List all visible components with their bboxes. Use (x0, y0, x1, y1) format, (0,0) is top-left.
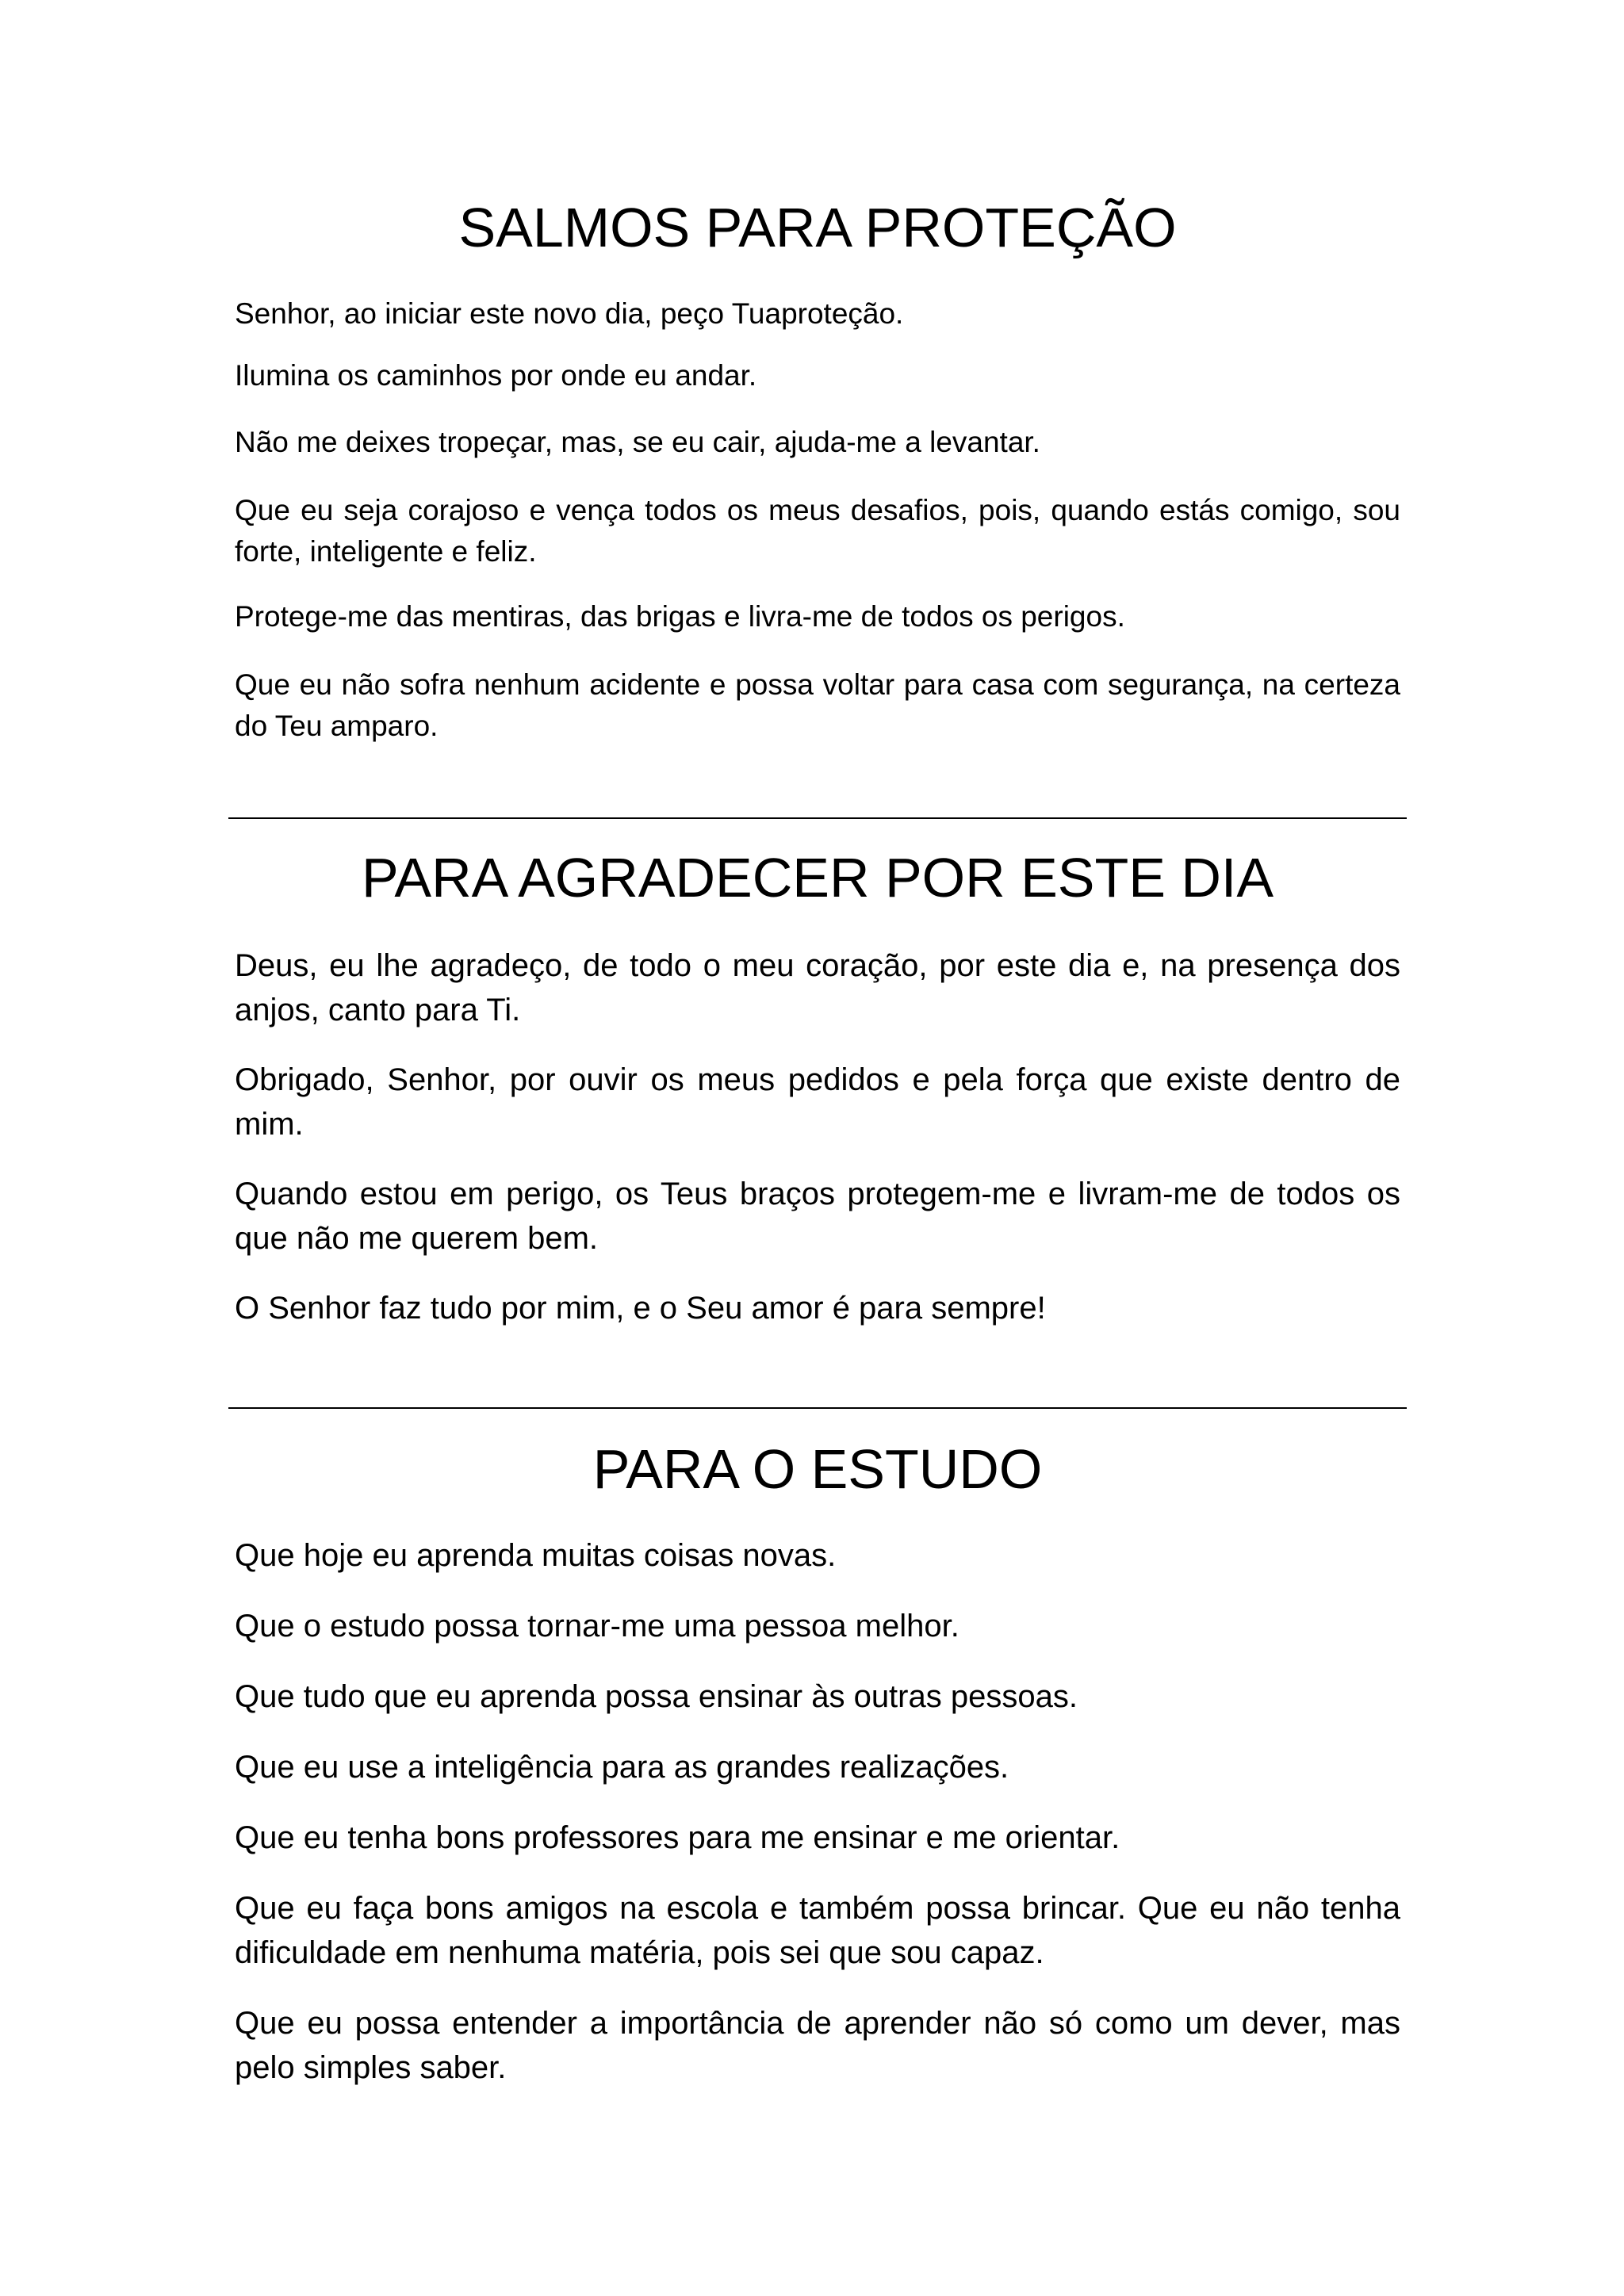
paragraph: Quando estou em perigo, os Teus braços protegem-me e livram-me de todos os que não me querem bem. (235, 1177, 1400, 1256)
paragraph: Que eu tenha bons professores para me ensinar e me orientar. (235, 1820, 1120, 1855)
paragraph: Que o estudo possa tornar-me uma pessoa melhor. (235, 1609, 959, 1644)
paragraph: Não me deixes tropeçar, mas, se eu cair, ajuda-me a levantar. (235, 426, 1040, 458)
paragraph: Que hoje eu aprenda muitas coisas novas. (235, 1538, 837, 1573)
section-title-agradecer: PARA AGRADECER POR ESTE DIA (361, 847, 1274, 909)
paragraph: Protege-me das mentiras, das brigas e livra-me de todos os perigos. (235, 600, 1125, 633)
section-divider (228, 817, 1407, 819)
paragraph: Que tudo que eu aprenda possa ensinar às outras pessoas. (235, 1679, 1078, 1714)
paragraph: Obrigado, Senhor, por ouvir os meus pedidos e pela força que existe dentro de mim. (235, 1062, 1400, 1142)
paragraph: Que eu use a inteligência para as grandes realizações. (235, 1750, 1009, 1785)
section-title-protecao: SALMOS PARA PROTEÇÃO (458, 197, 1177, 258)
paragraph: Que eu não sofra nenhum acidente e possa voltar para casa com segurança, na certeza do Teu amparo. (235, 668, 1400, 742)
paragraph: Que eu faça bons amigos na escola e também possa brincar. Que eu não tenha dificuldade em nenhuma matéria, pois sei que sou capaz. (235, 1891, 1400, 1970)
paragraph: Ilumina os caminhos por onde eu andar. (235, 359, 757, 392)
section-title-estudo: PARA O ESTUDO (592, 1438, 1043, 1500)
paragraph: Que eu seja corajoso e vença todos os meus desafios, pois, quando estás comigo, sou forte, inteligente e feliz. (235, 494, 1400, 568)
section-divider (228, 1407, 1407, 1409)
paragraph: O Senhor faz tudo por mim, e o Seu amor é para sempre! (235, 1291, 1046, 1326)
paragraph: Deus, eu lhe agradeço, de todo o meu coração, por este dia e, na presença dos anjos, canto para Ti. (235, 948, 1400, 1027)
paragraph: Senhor, ao iniciar este novo dia, peço Tuaproteção. (235, 297, 904, 330)
paragraph: Que eu possa entender a importância de aprender não só como um dever, mas pelo simples saber. (235, 2006, 1400, 2085)
